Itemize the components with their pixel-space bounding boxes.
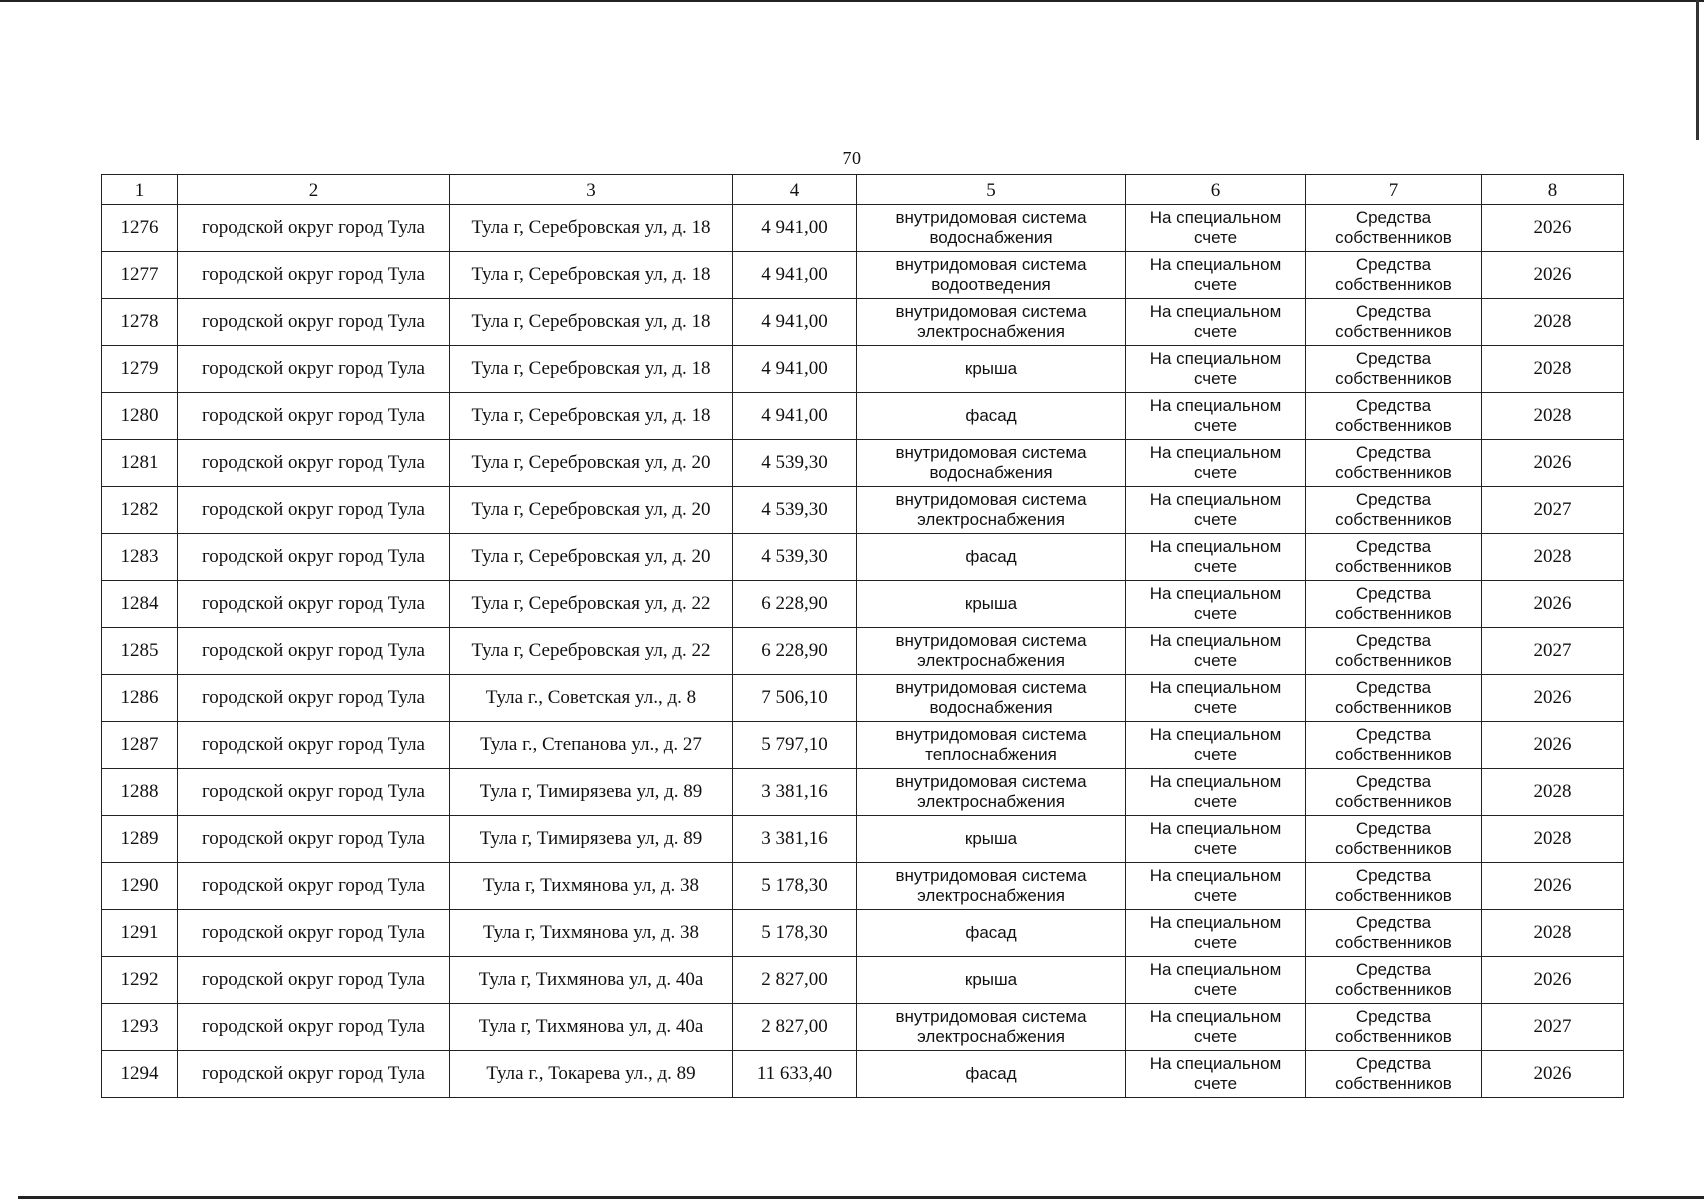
- municipality-cell: городской округ город Тула: [178, 581, 450, 628]
- right-scan-edge: [1696, 0, 1699, 140]
- work-type-cell-line: электроснабжения: [917, 1027, 1065, 1046]
- account-type-cell-line: счете: [1193, 322, 1238, 341]
- funding-source-cell-line: собственников: [1335, 228, 1452, 247]
- address-cell: Тула г, Тихмянова ул, д. 40а: [450, 1004, 733, 1051]
- municipality-cell: городской округ город Тула: [178, 252, 450, 299]
- repair-year-cell: 2027: [1482, 1004, 1624, 1051]
- funding-source-cell: [1306, 252, 1482, 299]
- account-type-cell: [1126, 1051, 1306, 1098]
- area-cell: 3 381,16: [733, 769, 857, 816]
- municipality-cell: городской округ город Тула: [178, 1051, 450, 1098]
- funding-source-cell-line: Средства: [1355, 819, 1432, 839]
- col-header-1: 1: [102, 175, 178, 205]
- work-type-cell: [857, 722, 1126, 769]
- address-cell: Тула г, Серебровская ул, д. 18: [450, 205, 733, 252]
- work-type-cell-line: внутридомовая система: [895, 490, 1087, 510]
- account-type-cell: [1126, 957, 1306, 1004]
- work-type-cell-line: фасад: [965, 1064, 1017, 1084]
- address-cell: Тула г, Серебровская ул, д. 18: [450, 252, 733, 299]
- address-cell: Тула г, Серебровская ул, д. 20: [450, 534, 733, 581]
- work-type-cell: [857, 675, 1126, 722]
- account-type-cell-line: счете: [1193, 369, 1238, 388]
- address-cell: Тула г, Серебровская ул, д. 20: [450, 440, 733, 487]
- work-type-cell-line: фасад: [965, 406, 1017, 426]
- work-type-cell: [857, 1051, 1126, 1098]
- area-cell: 4 941,00: [733, 252, 857, 299]
- account-type-cell-line: На специальном: [1149, 443, 1282, 463]
- funding-source-cell-line: собственников: [1335, 886, 1452, 905]
- area-cell: 4 941,00: [733, 346, 857, 393]
- funding-source-cell-line: собственников: [1335, 275, 1452, 294]
- address-cell: Тула г., Степанова ул., д. 27: [450, 722, 733, 769]
- funding-source-cell-line: Средства: [1355, 866, 1432, 886]
- col-header-7: 7: [1306, 175, 1482, 205]
- table-row: [102, 675, 1624, 722]
- funding-source-cell: [1306, 863, 1482, 910]
- table-row: [102, 1004, 1624, 1051]
- area-cell: 5 797,10: [733, 722, 857, 769]
- work-type-cell-line: водоснабжения: [929, 463, 1053, 482]
- row-number-cell: 1281: [102, 440, 178, 487]
- account-type-cell-line: На специальном: [1149, 396, 1282, 416]
- col-header-6: 6: [1126, 175, 1306, 205]
- row-number-cell: 1287: [102, 722, 178, 769]
- funding-source-cell-line: Средства: [1355, 349, 1432, 369]
- work-type-cell-line: фасад: [965, 547, 1017, 567]
- address-cell: Тула г, Серебровская ул, д. 22: [450, 628, 733, 675]
- account-type-cell: [1126, 816, 1306, 863]
- funding-source-cell-line: собственников: [1335, 322, 1452, 341]
- table-row: [102, 1051, 1624, 1098]
- funding-source-cell-line: Средства: [1355, 960, 1432, 980]
- account-type-cell-line: счете: [1193, 886, 1238, 905]
- table-row: [102, 863, 1624, 910]
- funding-source-cell-line: Средства: [1355, 725, 1432, 745]
- account-type-cell: [1126, 628, 1306, 675]
- col-header-2: 2: [178, 175, 450, 205]
- funding-source-cell: [1306, 487, 1482, 534]
- account-type-cell-line: На специальном: [1149, 349, 1282, 369]
- area-cell: 6 228,90: [733, 581, 857, 628]
- work-type-cell: [857, 346, 1126, 393]
- municipality-cell: городской округ город Тула: [178, 863, 450, 910]
- address-cell: Тула г., Токарева ул., д. 89: [450, 1051, 733, 1098]
- table-row: [102, 299, 1624, 346]
- account-type-cell-line: На специальном: [1149, 960, 1282, 980]
- municipality-cell: городской округ город Тула: [178, 769, 450, 816]
- funding-source-cell-line: собственников: [1335, 369, 1452, 388]
- account-type-cell-line: счете: [1193, 698, 1238, 717]
- table-row: [102, 487, 1624, 534]
- address-cell: Тула г, Серебровская ул, д. 18: [450, 393, 733, 440]
- account-type-cell-line: счете: [1193, 933, 1238, 952]
- table-row: [102, 581, 1624, 628]
- funding-source-cell-line: собственников: [1335, 839, 1452, 858]
- repair-year-cell: 2026: [1482, 675, 1624, 722]
- account-type-cell-line: счете: [1193, 510, 1238, 529]
- area-cell: 4 941,00: [733, 205, 857, 252]
- col-header-3: 3: [450, 175, 733, 205]
- repair-year-cell: 2026: [1482, 1051, 1624, 1098]
- work-type-cell: [857, 581, 1126, 628]
- account-type-cell-line: счете: [1193, 980, 1238, 999]
- account-type-cell: [1126, 863, 1306, 910]
- funding-source-cell: [1306, 722, 1482, 769]
- work-type-cell-line: внутридомовая система: [895, 302, 1087, 322]
- area-cell: 3 381,16: [733, 816, 857, 863]
- funding-source-cell-line: Средства: [1355, 678, 1432, 698]
- work-type-cell-line: внутридомовая система: [895, 725, 1087, 745]
- account-type-cell-line: На специальном: [1149, 866, 1282, 886]
- account-type-cell-line: счете: [1193, 416, 1238, 435]
- work-type-cell: [857, 957, 1126, 1004]
- account-type-cell-line: счете: [1193, 1074, 1238, 1093]
- municipality-cell: городской округ город Тула: [178, 816, 450, 863]
- address-cell: Тула г, Тимирязева ул, д. 89: [450, 769, 733, 816]
- funding-source-cell: [1306, 1004, 1482, 1051]
- funding-source-cell: [1306, 299, 1482, 346]
- area-cell: 11 633,40: [733, 1051, 857, 1098]
- funding-source-cell-line: собственников: [1335, 1027, 1452, 1046]
- area-cell: 4 539,30: [733, 487, 857, 534]
- address-cell: Тула г, Серебровская ул, д. 18: [450, 299, 733, 346]
- funding-source-cell-line: собственников: [1335, 510, 1452, 529]
- table-row: [102, 628, 1624, 675]
- funding-source-cell: [1306, 440, 1482, 487]
- work-type-cell-line: внутридомовая система: [895, 866, 1087, 886]
- repair-year-cell: 2027: [1482, 628, 1624, 675]
- account-type-cell-line: На специальном: [1149, 725, 1282, 745]
- row-number-cell: 1285: [102, 628, 178, 675]
- account-type-cell: [1126, 299, 1306, 346]
- account-type-cell: [1126, 675, 1306, 722]
- funding-source-cell-line: Средства: [1355, 1007, 1432, 1027]
- work-type-cell-line: крыша: [964, 359, 1018, 379]
- table-row: [102, 816, 1624, 863]
- capital-repair-table: [101, 174, 1624, 1098]
- funding-source-cell-line: собственников: [1335, 792, 1452, 811]
- funding-source-cell-line: Средства: [1355, 584, 1432, 604]
- funding-source-cell-line: собственников: [1335, 698, 1452, 717]
- funding-source-cell: [1306, 393, 1482, 440]
- work-type-cell-line: крыша: [964, 970, 1018, 990]
- account-type-cell-line: счете: [1193, 1027, 1238, 1046]
- table-row: [102, 440, 1624, 487]
- address-cell: Тула г, Тихмянова ул, д. 38: [450, 910, 733, 957]
- work-type-cell: [857, 816, 1126, 863]
- table-row: [102, 910, 1624, 957]
- funding-source-cell: [1306, 675, 1482, 722]
- repair-year-cell: 2028: [1482, 299, 1624, 346]
- account-type-cell-line: На специальном: [1149, 678, 1282, 698]
- header-row: [102, 175, 1624, 205]
- municipality-cell: городской округ город Тула: [178, 205, 450, 252]
- funding-source-cell: [1306, 534, 1482, 581]
- account-type-cell-line: На специальном: [1149, 490, 1282, 510]
- funding-source-cell: [1306, 346, 1482, 393]
- funding-source-cell-line: Средства: [1355, 255, 1432, 275]
- area-cell: 4 539,30: [733, 440, 857, 487]
- table-row: [102, 393, 1624, 440]
- funding-source-cell-line: собственников: [1335, 604, 1452, 623]
- account-type-cell-line: счете: [1193, 604, 1238, 623]
- work-type-cell-line: фасад: [965, 923, 1017, 943]
- repair-year-cell: 2026: [1482, 252, 1624, 299]
- address-cell: Тула г., Советская ул., д. 8: [450, 675, 733, 722]
- funding-source-cell-line: Средства: [1355, 443, 1432, 463]
- repair-year-cell: 2028: [1482, 346, 1624, 393]
- work-type-cell-line: теплоснабжения: [925, 745, 1057, 764]
- account-type-cell: [1126, 487, 1306, 534]
- area-cell: 4 941,00: [733, 299, 857, 346]
- row-number-cell: 1294: [102, 1051, 178, 1098]
- work-type-cell-line: внутридомовая система: [895, 631, 1087, 651]
- funding-source-cell-line: собственников: [1335, 416, 1452, 435]
- row-number-cell: 1284: [102, 581, 178, 628]
- area-cell: 5 178,30: [733, 863, 857, 910]
- account-type-cell-line: счете: [1193, 463, 1238, 482]
- work-type-cell: [857, 769, 1126, 816]
- work-type-cell-line: электроснабжения: [917, 792, 1065, 811]
- account-type-cell-line: На специальном: [1149, 1054, 1282, 1074]
- row-number-cell: 1293: [102, 1004, 178, 1051]
- account-type-cell: [1126, 346, 1306, 393]
- repair-year-cell: 2026: [1482, 722, 1624, 769]
- funding-source-cell: [1306, 816, 1482, 863]
- col-header-5: 5: [857, 175, 1126, 205]
- account-type-cell-line: счете: [1193, 275, 1238, 294]
- funding-source-cell: [1306, 628, 1482, 675]
- municipality-cell: городской округ город Тула: [178, 628, 450, 675]
- account-type-cell-line: На специальном: [1149, 631, 1282, 651]
- account-type-cell-line: На специальном: [1149, 772, 1282, 792]
- funding-source-cell-line: Средства: [1355, 772, 1432, 792]
- row-number-cell: 1289: [102, 816, 178, 863]
- funding-source-cell-line: Средства: [1355, 490, 1432, 510]
- account-type-cell: [1126, 534, 1306, 581]
- address-cell: Тула г, Тихмянова ул, д. 38: [450, 863, 733, 910]
- work-type-cell-line: крыша: [964, 594, 1018, 614]
- row-number-cell: 1288: [102, 769, 178, 816]
- municipality-cell: городской округ город Тула: [178, 346, 450, 393]
- row-number-cell: 1282: [102, 487, 178, 534]
- repair-year-cell: 2028: [1482, 393, 1624, 440]
- work-type-cell: [857, 628, 1126, 675]
- row-number-cell: 1292: [102, 957, 178, 1004]
- work-type-cell: [857, 534, 1126, 581]
- municipality-cell: городской округ город Тула: [178, 487, 450, 534]
- table-row: [102, 722, 1624, 769]
- municipality-cell: городской округ город Тула: [178, 393, 450, 440]
- account-type-cell-line: На специальном: [1149, 913, 1282, 933]
- repair-year-cell: 2026: [1482, 581, 1624, 628]
- municipality-cell: городской округ город Тула: [178, 675, 450, 722]
- account-type-cell-line: счете: [1193, 792, 1238, 811]
- account-type-cell-line: На специальном: [1149, 208, 1282, 228]
- work-type-cell: [857, 393, 1126, 440]
- work-type-cell-line: внутридомовая система: [895, 678, 1087, 698]
- account-type-cell-line: На специальном: [1149, 1007, 1282, 1027]
- work-type-cell: [857, 910, 1126, 957]
- repair-year-cell: 2026: [1482, 863, 1624, 910]
- row-number-cell: 1286: [102, 675, 178, 722]
- account-type-cell-line: счете: [1193, 228, 1238, 247]
- funding-source-cell-line: собственников: [1335, 557, 1452, 576]
- col-header-4: 4: [733, 175, 857, 205]
- municipality-cell: городской округ город Тула: [178, 722, 450, 769]
- area-cell: 6 228,90: [733, 628, 857, 675]
- work-type-cell-line: электроснабжения: [917, 510, 1065, 529]
- municipality-cell: городской округ город Тула: [178, 534, 450, 581]
- row-number-cell: 1278: [102, 299, 178, 346]
- work-type-cell-line: водоснабжения: [929, 228, 1053, 247]
- bottom-scan-edge: [18, 1196, 1704, 1199]
- account-type-cell: [1126, 1004, 1306, 1051]
- work-type-cell-line: водоснабжения: [929, 698, 1053, 717]
- area-cell: 7 506,10: [733, 675, 857, 722]
- account-type-cell-line: На специальном: [1149, 302, 1282, 322]
- area-cell: 4 539,30: [733, 534, 857, 581]
- row-number-cell: 1276: [102, 205, 178, 252]
- table-row: [102, 205, 1624, 252]
- account-type-cell-line: счете: [1193, 745, 1238, 764]
- funding-source-cell-line: Средства: [1355, 537, 1432, 557]
- account-type-cell: [1126, 252, 1306, 299]
- col-header-8: 8: [1482, 175, 1624, 205]
- account-type-cell: [1126, 769, 1306, 816]
- account-type-cell-line: счете: [1193, 557, 1238, 576]
- table-row: [102, 769, 1624, 816]
- municipality-cell: городской округ город Тула: [178, 1004, 450, 1051]
- repair-year-cell: 2028: [1482, 769, 1624, 816]
- work-type-cell-line: внутридомовая система: [895, 208, 1087, 228]
- municipality-cell: городской округ город Тула: [178, 957, 450, 1004]
- row-number-cell: 1290: [102, 863, 178, 910]
- work-type-cell: [857, 299, 1126, 346]
- work-type-cell-line: внутридомовая система: [895, 255, 1087, 275]
- work-type-cell: [857, 205, 1126, 252]
- funding-source-cell-line: Средства: [1355, 631, 1432, 651]
- address-cell: Тула г, Серебровская ул, д. 20: [450, 487, 733, 534]
- funding-source-cell: [1306, 910, 1482, 957]
- table-row: [102, 346, 1624, 393]
- funding-source-cell-line: собственников: [1335, 745, 1452, 764]
- row-number-cell: 1279: [102, 346, 178, 393]
- area-cell: 4 941,00: [733, 393, 857, 440]
- page-number: 70: [842, 148, 862, 168]
- account-type-cell: [1126, 393, 1306, 440]
- account-type-cell-line: На специальном: [1149, 537, 1282, 557]
- funding-source-cell: [1306, 581, 1482, 628]
- table-body: [102, 205, 1624, 1098]
- funding-source-cell-line: Средства: [1355, 208, 1432, 228]
- area-cell: 2 827,00: [733, 1004, 857, 1051]
- work-type-cell: [857, 863, 1126, 910]
- municipality-cell: городской округ город Тула: [178, 440, 450, 487]
- funding-source-cell: [1306, 205, 1482, 252]
- work-type-cell-line: внутридомовая система: [895, 443, 1087, 463]
- work-type-cell-line: крыша: [964, 829, 1018, 849]
- funding-source-cell-line: собственников: [1335, 463, 1452, 482]
- municipality-cell: городской округ город Тула: [178, 299, 450, 346]
- table-row: [102, 534, 1624, 581]
- account-type-cell: [1126, 910, 1306, 957]
- funding-source-cell: [1306, 957, 1482, 1004]
- row-number-cell: 1283: [102, 534, 178, 581]
- repair-year-cell: 2026: [1482, 440, 1624, 487]
- account-type-cell-line: счете: [1193, 839, 1238, 858]
- row-number-cell: 1277: [102, 252, 178, 299]
- work-type-cell-line: внутридомовая система: [895, 1007, 1087, 1027]
- repair-year-cell: 2028: [1482, 816, 1624, 863]
- funding-source-cell-line: собственников: [1335, 1074, 1452, 1093]
- work-type-cell: [857, 1004, 1126, 1051]
- work-type-cell-line: водоотведения: [931, 275, 1051, 294]
- account-type-cell-line: На специальном: [1149, 255, 1282, 275]
- account-type-cell: [1126, 205, 1306, 252]
- repair-year-cell: 2028: [1482, 534, 1624, 581]
- work-type-cell: [857, 487, 1126, 534]
- funding-source-cell-line: Средства: [1355, 913, 1432, 933]
- account-type-cell-line: счете: [1193, 651, 1238, 670]
- funding-source-cell-line: Средства: [1355, 396, 1432, 416]
- address-cell: Тула г, Тимирязева ул, д. 89: [450, 816, 733, 863]
- work-type-cell-line: внутридомовая система: [895, 772, 1087, 792]
- work-type-cell: [857, 440, 1126, 487]
- repair-year-cell: 2028: [1482, 910, 1624, 957]
- funding-source-cell: [1306, 1051, 1482, 1098]
- municipality-cell: городской округ город Тула: [178, 910, 450, 957]
- table-row: [102, 252, 1624, 299]
- account-type-cell-line: На специальном: [1149, 584, 1282, 604]
- account-type-cell: [1126, 581, 1306, 628]
- work-type-cell-line: электроснабжения: [917, 322, 1065, 341]
- row-number-cell: 1280: [102, 393, 178, 440]
- funding-source-cell-line: собственников: [1335, 933, 1452, 952]
- address-cell: Тула г, Серебровская ул, д. 22: [450, 581, 733, 628]
- table-row: [102, 957, 1624, 1004]
- work-type-cell: [857, 252, 1126, 299]
- area-cell: 5 178,30: [733, 910, 857, 957]
- funding-source-cell-line: собственников: [1335, 980, 1452, 999]
- funding-source-cell: [1306, 769, 1482, 816]
- account-type-cell-line: На специальном: [1149, 819, 1282, 839]
- funding-source-cell-line: Средства: [1355, 1054, 1432, 1074]
- funding-source-cell-line: собственников: [1335, 651, 1452, 670]
- account-type-cell: [1126, 440, 1306, 487]
- address-cell: Тула г, Тихмянова ул, д. 40а: [450, 957, 733, 1004]
- top-scan-edge: [0, 0, 1704, 2]
- work-type-cell-line: электроснабжения: [917, 886, 1065, 905]
- area-cell: 2 827,00: [733, 957, 857, 1004]
- account-type-cell: [1126, 722, 1306, 769]
- row-number-cell: 1291: [102, 910, 178, 957]
- repair-year-cell: 2026: [1482, 205, 1624, 252]
- work-type-cell-line: электроснабжения: [917, 651, 1065, 670]
- funding-source-cell-line: Средства: [1355, 302, 1432, 322]
- repair-year-cell: 2027: [1482, 487, 1624, 534]
- repair-year-cell: 2026: [1482, 957, 1624, 1004]
- table-header: [102, 175, 1624, 205]
- address-cell: Тула г, Серебровская ул, д. 18: [450, 346, 733, 393]
